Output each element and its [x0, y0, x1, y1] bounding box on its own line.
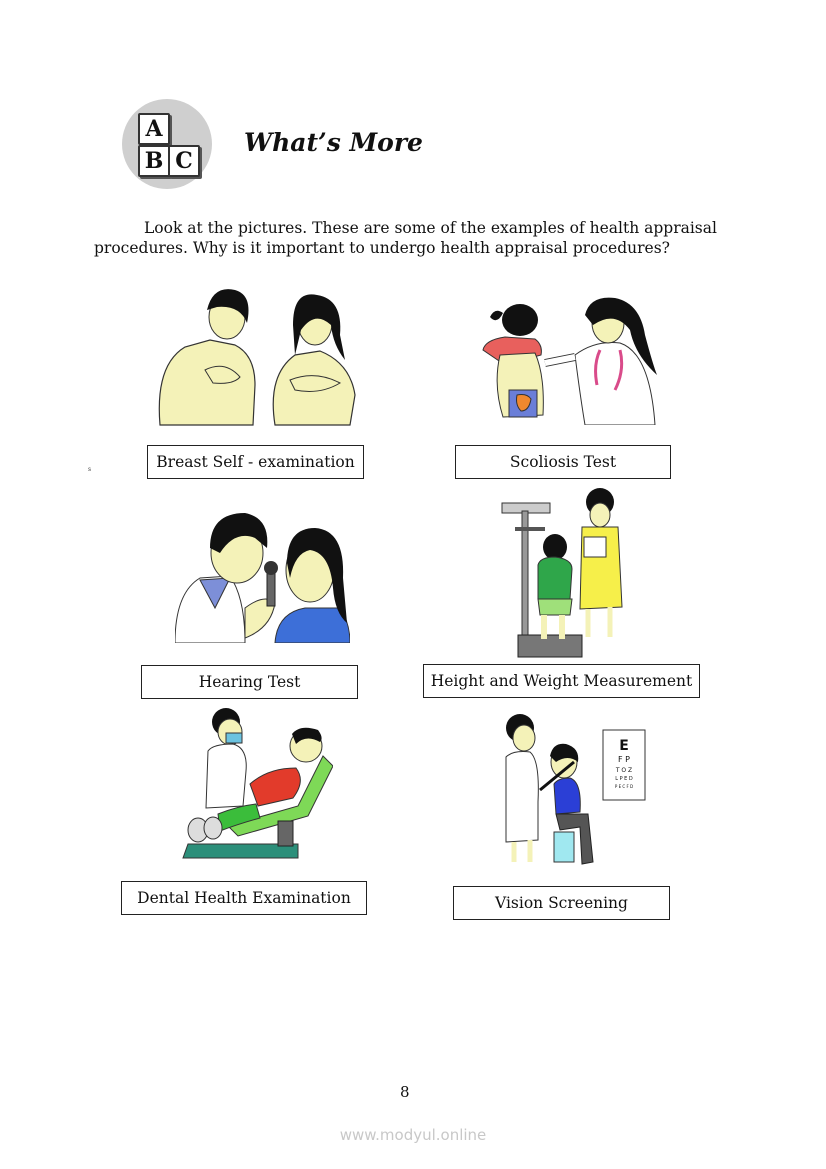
intro-paragraph — [94, 218, 734, 258]
scoliosis-test-illustration — [475, 295, 660, 425]
block-c: C — [168, 145, 200, 177]
svg-text:T O Z: T O Z — [615, 767, 633, 774]
dental-exam-illustration — [178, 706, 333, 866]
stray-mark: s — [88, 466, 92, 473]
caption-height-weight: Height and Weight Measurement — [423, 664, 700, 698]
block-a: A — [138, 113, 170, 145]
svg-text:E: E — [619, 738, 629, 754]
height-weight-illustration — [500, 487, 625, 662]
section-title: What’s More — [244, 128, 423, 157]
vision-screening-illustration — [498, 712, 648, 872]
hearing-test-illustration — [175, 508, 350, 643]
svg-text:L P E D: L P E D — [615, 776, 633, 782]
block-b: B — [138, 145, 170, 177]
watermark: www.modyul.online — [339, 1126, 487, 1144]
page-number: 8 — [400, 1083, 410, 1101]
caption-vision-screening: Vision Screening — [453, 886, 670, 920]
caption-hearing-test: Hearing Test — [141, 665, 358, 699]
caption-scoliosis-test: Scoliosis Test — [455, 445, 671, 479]
abc-blocks-icon — [122, 99, 212, 189]
caption-breast-self-exam: Breast Self - examination — [147, 445, 364, 479]
svg-text:F P: F P — [618, 755, 630, 764]
breast-self-exam-illustration — [155, 285, 370, 430]
caption-dental-exam: Dental Health Examination — [121, 881, 367, 915]
svg-text:P E C F D: P E C F D — [614, 784, 634, 789]
intro-text: Look at the pictures. These are some of the examples of health appraisal procedures. Why is it important to undergo health appraisal procedures? — [94, 219, 717, 257]
